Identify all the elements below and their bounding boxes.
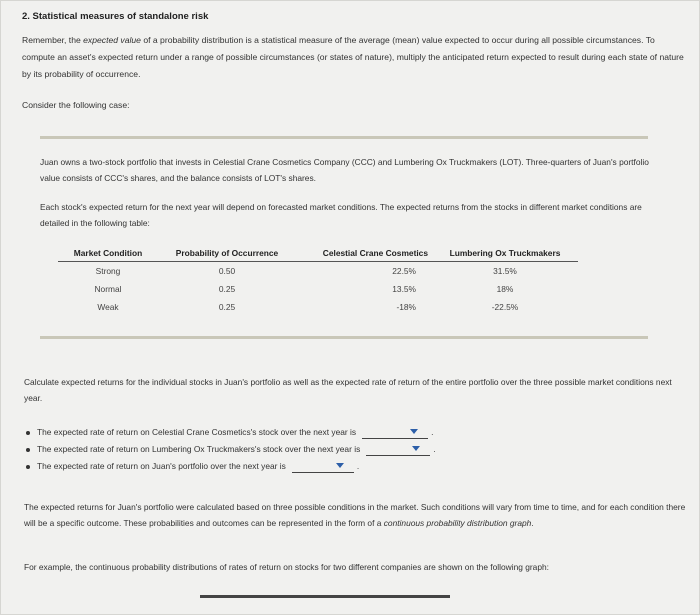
lot-return-dropdown[interactable] bbox=[366, 444, 430, 456]
table-row bbox=[58, 262, 578, 281]
list-item bbox=[24, 424, 436, 441]
cell-lot-return: 31.5% bbox=[493, 266, 517, 276]
intro-text-a: Remember, the bbox=[22, 35, 84, 45]
list-item bbox=[24, 458, 436, 475]
distribution-emphasis: continuous probability distribution graph bbox=[383, 518, 532, 528]
bullet-icon bbox=[26, 465, 30, 469]
period: . bbox=[433, 444, 436, 454]
header-lot: Lumbering Ox Truckmakers bbox=[432, 246, 578, 262]
table-row bbox=[58, 298, 578, 316]
distribution-text-b: . bbox=[531, 518, 534, 528]
cell-ccc-return: 22.5% bbox=[392, 266, 416, 276]
cell-probability: 0.25 bbox=[218, 284, 236, 294]
ccc-return-dropdown[interactable] bbox=[362, 427, 428, 439]
cell-lot-return: -22.5% bbox=[491, 302, 519, 312]
case-paragraph-returns: Each stock's expected return for the next year will depend on forecasted market conditions. The expected returns from the stocks in different market conditions are detailed in the following table: bbox=[40, 202, 642, 228]
intro-emphasis: expected value bbox=[83, 35, 141, 45]
bullet-icon bbox=[26, 431, 30, 435]
period: . bbox=[356, 461, 360, 471]
question-lot-return: The expected rate of return on Lumbering Ox Truckmakers's stock over the next year is bbox=[37, 444, 361, 454]
portfolio-return-dropdown[interactable] bbox=[292, 461, 354, 473]
cell-lot-return: 18% bbox=[496, 284, 514, 294]
cell-ccc-return: -18% bbox=[396, 302, 416, 312]
cell-condition: Weak bbox=[97, 302, 119, 312]
cell-probability: 0.25 bbox=[218, 302, 236, 312]
cell-condition: Strong bbox=[95, 266, 121, 276]
intro-text-b: of a probability distribution is a statistical measure of the average (mean) value expected to occur during all possible circumstances. To compute an asset's expected return under a range of possible circumstances (or states of nature), multiply the anticipated return expected to result during each state of nature by its probability of occurrence. bbox=[22, 35, 684, 79]
distribution-paragraph bbox=[24, 499, 694, 531]
case-top-divider bbox=[40, 136, 648, 139]
period: . bbox=[431, 427, 434, 437]
cell-ccc-return: 13.5% bbox=[392, 284, 416, 294]
cell-probability: 0.50 bbox=[218, 266, 236, 276]
header-market-condition: Market Condition bbox=[58, 246, 158, 262]
list-item bbox=[24, 441, 436, 458]
question-ccc-return: The expected rate of return on Celestial Crane Cosmetics's stock over the next year is bbox=[37, 427, 357, 437]
section-title: 2. Statistical measures of standalone risk bbox=[22, 11, 209, 22]
table-header-row bbox=[58, 246, 578, 262]
distribution-text-a: The expected returns for Juan's portfolio were calculated based on three possible conditions in the market. Such conditions will vary from time to time, and for each condition there will be a specific outcome. These probabilities and outcomes can be represented in the form of a bbox=[24, 502, 686, 528]
graph-top-edge bbox=[200, 595, 450, 598]
example-paragraph: For example, the continuous probability distributions of rates of return on stocks for two different companies are shown on the following graph: bbox=[24, 562, 549, 572]
intro-paragraph bbox=[22, 32, 686, 83]
header-probability: Probability of Occurrence bbox=[158, 246, 296, 262]
question-portfolio-return: The expected rate of return on Juan's portfolio over the next year is bbox=[37, 461, 286, 471]
returns-table bbox=[58, 246, 578, 316]
cell-condition: Normal bbox=[94, 284, 122, 294]
chevron-down-icon bbox=[336, 463, 344, 468]
case-paragraph-portfolio: Juan owns a two-stock portfolio that invests in Celestial Crane Cosmetics Company (CCC) and Lumbering Ox Truckmakers (LOT). Three-quarters of Juan's portfolio value consists of CCC's shares, and the balance consists of LOT's shares. bbox=[40, 157, 649, 183]
table-row bbox=[58, 280, 578, 298]
header-ccc: Celestial Crane Cosmetics bbox=[296, 246, 432, 262]
answer-list bbox=[24, 424, 436, 475]
calculate-instructions: Calculate expected returns for the individual stocks in Juan's portfolio as well as the expected rate of return of the entire portfolio over the three possible market conditions next year. bbox=[24, 377, 672, 403]
chevron-down-icon bbox=[412, 446, 420, 451]
consider-label: Consider the following case: bbox=[22, 100, 130, 110]
case-bottom-divider bbox=[40, 336, 648, 339]
bullet-icon bbox=[26, 448, 30, 452]
chevron-down-icon bbox=[410, 429, 418, 434]
